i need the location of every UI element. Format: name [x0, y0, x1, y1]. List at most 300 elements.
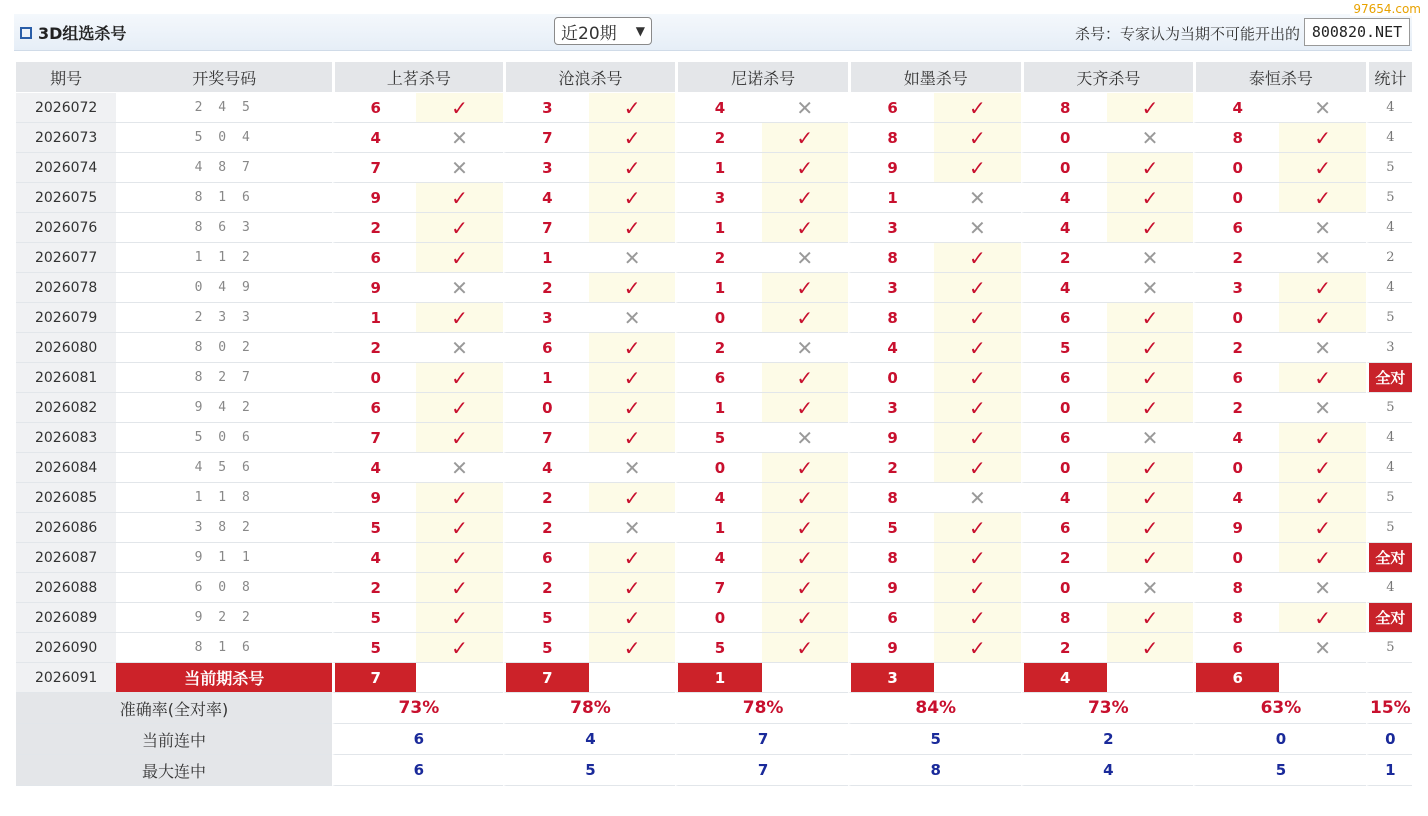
check-icon: ✓: [1279, 183, 1365, 213]
current-kill: 7: [332, 663, 416, 693]
current-kill: 6: [1193, 663, 1279, 693]
cross-icon: ✕: [416, 273, 502, 303]
check-icon: ✓: [934, 153, 1020, 183]
kill-number: 2: [503, 273, 589, 303]
stat-count: 5: [1366, 513, 1412, 543]
header-row: [16, 62, 1412, 93]
kill-number: 6: [848, 603, 934, 633]
kill-number: 0: [1021, 393, 1107, 423]
current-streak-value: 2: [1021, 724, 1194, 755]
draw-numbers: 1 1 2: [116, 243, 332, 273]
draw-numbers: 8 1 6: [116, 183, 332, 213]
cross-icon: ✕: [1107, 423, 1193, 453]
period-cell: 2026087: [16, 543, 116, 573]
cross-icon: ✕: [589, 303, 675, 333]
max-streak-value: 4: [1021, 755, 1194, 786]
check-icon: ✓: [1107, 93, 1193, 123]
kill-number: 0: [675, 303, 761, 333]
cross-icon: ✕: [1279, 213, 1365, 243]
kill-number: 1: [675, 513, 761, 543]
table-row: [16, 273, 1412, 303]
check-icon: ✓: [589, 153, 675, 183]
current-kill-row: [16, 663, 1412, 693]
current-streak-value: 6: [332, 724, 503, 755]
draw-numbers: 5 0 6: [116, 423, 332, 453]
draw-numbers: 4 5 6: [116, 453, 332, 483]
check-icon: ✓: [416, 303, 502, 333]
cross-icon: ✕: [1107, 243, 1193, 273]
max-streak-row: [16, 755, 1412, 786]
table-row: [16, 333, 1412, 363]
cross-icon: ✕: [416, 453, 502, 483]
period-select-value: 近20期: [561, 23, 617, 44]
table-row: [16, 303, 1412, 333]
period-cell: 2026078: [16, 273, 116, 303]
check-icon: ✓: [589, 213, 675, 243]
check-icon: ✓: [1279, 123, 1365, 153]
kill-number: 4: [503, 453, 589, 483]
kill-number: 4: [332, 543, 416, 573]
check-icon: ✓: [1107, 393, 1193, 423]
kill-number: 4: [1021, 213, 1107, 243]
check-icon: ✓: [416, 513, 502, 543]
check-icon: ✓: [762, 453, 848, 483]
kill-number: 5: [332, 633, 416, 663]
check-icon: ✓: [589, 363, 675, 393]
check-icon: ✓: [1279, 153, 1365, 183]
draw-numbers: 9 1 1: [116, 543, 332, 573]
kill-number: 4: [675, 483, 761, 513]
kill-number: 2: [675, 243, 761, 273]
draw-numbers: 4 8 7: [116, 153, 332, 183]
check-icon: ✓: [762, 483, 848, 513]
kill-number: 0: [848, 363, 934, 393]
check-icon: ✓: [1107, 513, 1193, 543]
check-icon: ✓: [1279, 483, 1365, 513]
current-streak-value: 5: [848, 724, 1021, 755]
check-icon: ✓: [589, 273, 675, 303]
kill-number: 0: [1021, 123, 1107, 153]
check-icon: ✓: [589, 543, 675, 573]
kill-number: 8: [848, 303, 934, 333]
period-cell: 2026075: [16, 183, 116, 213]
kill-number: 9: [332, 483, 416, 513]
kill-number: 7: [675, 573, 761, 603]
current-streak-label: 当前连中: [16, 724, 332, 755]
watermark: 97654.com: [1350, 2, 1424, 16]
kill-table: [16, 62, 1412, 786]
kill-number: 9: [848, 633, 934, 663]
kill-number: 4: [503, 183, 589, 213]
kill-number: 0: [1193, 303, 1279, 333]
square-icon: [20, 27, 32, 39]
col-stat: 统计: [1366, 62, 1412, 93]
accuracy-value: 63%: [1193, 693, 1366, 724]
kill-number: 4: [675, 543, 761, 573]
kill-number: 2: [675, 123, 761, 153]
kill-number: 6: [332, 93, 416, 123]
kill-number: 4: [332, 123, 416, 153]
check-icon: ✓: [762, 573, 848, 603]
cross-icon: ✕: [1279, 633, 1365, 663]
stat-count: 4: [1366, 123, 1412, 153]
draw-numbers: 8 0 2: [116, 333, 332, 363]
col-period: 期号: [16, 62, 116, 93]
table-row: [16, 243, 1412, 273]
check-icon: ✓: [1279, 363, 1365, 393]
period-cell: 2026090: [16, 633, 116, 663]
check-icon: ✓: [416, 93, 502, 123]
kill-number: 0: [332, 363, 416, 393]
check-icon: ✓: [1107, 333, 1193, 363]
check-icon: ✓: [934, 303, 1020, 333]
check-icon: ✓: [1107, 483, 1193, 513]
kill-number: 0: [1021, 573, 1107, 603]
check-icon: ✓: [416, 483, 502, 513]
table-row: [16, 393, 1412, 423]
kill-number: 6: [1021, 363, 1107, 393]
max-streak-label: 最大连中: [16, 755, 332, 786]
kill-number: 0: [1193, 183, 1279, 213]
col-expert: 泰恒杀号: [1193, 62, 1366, 93]
col-expert: 上茗杀号: [332, 62, 503, 93]
kill-number: 1: [848, 183, 934, 213]
check-icon: ✓: [934, 393, 1020, 423]
table-row: [16, 153, 1412, 183]
period-cell: 2026074: [16, 153, 116, 183]
kill-number: 2: [1193, 333, 1279, 363]
table-row: [16, 93, 1412, 123]
draw-numbers: 8 1 6: [116, 633, 332, 663]
period-cell: 2026082: [16, 393, 116, 423]
cross-icon: ✕: [589, 453, 675, 483]
check-icon: ✓: [934, 273, 1020, 303]
kill-number: 2: [503, 513, 589, 543]
current-streak-value: 4: [503, 724, 676, 755]
check-icon: ✓: [416, 423, 502, 453]
kill-number: 6: [503, 543, 589, 573]
kill-number: 2: [1193, 243, 1279, 273]
check-icon: ✓: [416, 213, 502, 243]
all-correct-badge: 全对: [1366, 543, 1412, 573]
check-icon: ✓: [1107, 453, 1193, 483]
check-icon: ✓: [1107, 183, 1193, 213]
period-cell: 2026088: [16, 573, 116, 603]
max-streak-value: 5: [503, 755, 676, 786]
check-icon: ✓: [934, 93, 1020, 123]
kill-number: 0: [675, 453, 761, 483]
check-icon: ✓: [1107, 633, 1193, 663]
kill-number: 4: [675, 93, 761, 123]
check-icon: ✓: [1107, 363, 1193, 393]
draw-numbers: 9 4 2: [116, 393, 332, 423]
kill-number: 2: [1193, 393, 1279, 423]
kill-number: 8: [848, 483, 934, 513]
current-kill: 3: [848, 663, 934, 693]
cross-icon: ✕: [1107, 273, 1193, 303]
kill-number: 5: [1021, 333, 1107, 363]
check-icon: ✓: [589, 183, 675, 213]
stat-count: 4: [1366, 93, 1412, 123]
period-cell: 2026083: [16, 423, 116, 453]
table-row: [16, 573, 1412, 603]
check-icon: ✓: [1279, 513, 1365, 543]
kill-number: 6: [1193, 633, 1279, 663]
period-cell: 2026085: [16, 483, 116, 513]
kill-number: 5: [332, 603, 416, 633]
cross-icon: ✕: [416, 153, 502, 183]
period-cell: 2026080: [16, 333, 116, 363]
check-icon: ✓: [934, 543, 1020, 573]
draw-numbers: 8 2 7: [116, 363, 332, 393]
check-icon: ✓: [1279, 453, 1365, 483]
check-icon: ✓: [934, 333, 1020, 363]
cross-icon: ✕: [934, 183, 1020, 213]
kill-number: 3: [848, 273, 934, 303]
check-icon: ✓: [934, 573, 1020, 603]
accuracy-value: 78%: [675, 693, 848, 724]
draw-numbers: 5 0 4: [116, 123, 332, 153]
check-icon: ✓: [934, 363, 1020, 393]
kill-number: 8: [848, 243, 934, 273]
check-icon: ✓: [589, 393, 675, 423]
check-icon: ✓: [762, 543, 848, 573]
draw-numbers: 9 2 2: [116, 603, 332, 633]
table-row: [16, 213, 1412, 243]
kill-number: 0: [1021, 453, 1107, 483]
cross-icon: ✕: [1279, 243, 1365, 273]
kill-number: 8: [1193, 123, 1279, 153]
title-text: 3D组选杀号: [38, 24, 127, 43]
cross-icon: ✕: [416, 333, 502, 363]
kill-number: 3: [848, 393, 934, 423]
kill-number: 8: [1021, 603, 1107, 633]
current-kill: 4: [1021, 663, 1107, 693]
cross-icon: ✕: [1107, 123, 1193, 153]
check-icon: ✓: [416, 543, 502, 573]
accuracy-value: 84%: [848, 693, 1021, 724]
draw-numbers: 3 8 2: [116, 513, 332, 543]
check-icon: ✓: [1279, 303, 1365, 333]
cross-icon: ✕: [589, 243, 675, 273]
site-link[interactable]: 800820.NET: [1304, 18, 1410, 46]
check-icon: ✓: [416, 393, 502, 423]
check-icon: ✓: [934, 423, 1020, 453]
kill-number: 7: [503, 123, 589, 153]
cross-icon: ✕: [416, 123, 502, 153]
table-row: [16, 363, 1412, 393]
kill-number: 8: [1193, 603, 1279, 633]
table-row: [16, 633, 1412, 663]
table-row: [16, 423, 1412, 453]
kill-number: 2: [503, 483, 589, 513]
check-icon: ✓: [589, 423, 675, 453]
accuracy-value: 73%: [1021, 693, 1194, 724]
cross-icon: ✕: [762, 243, 848, 273]
check-icon: ✓: [1279, 423, 1365, 453]
stat-count: 5: [1366, 153, 1412, 183]
kill-number: 7: [503, 213, 589, 243]
check-icon: ✓: [416, 573, 502, 603]
check-icon: ✓: [762, 513, 848, 543]
period-cell: 2026089: [16, 603, 116, 633]
kill-number: 2: [332, 213, 416, 243]
col-draw: 开奖号码: [116, 62, 332, 93]
check-icon: ✓: [762, 213, 848, 243]
all-correct-badge: 全对: [1366, 603, 1412, 633]
cross-icon: ✕: [589, 513, 675, 543]
kill-number: 4: [1193, 93, 1279, 123]
stat-count: 4: [1366, 273, 1412, 303]
kill-number: 3: [1193, 273, 1279, 303]
check-icon: ✓: [589, 123, 675, 153]
table-row: [16, 483, 1412, 513]
accuracy-label: 准确率(全对率): [16, 693, 332, 724]
accuracy-value: 78%: [503, 693, 676, 724]
draw-numbers: 6 0 8: [116, 573, 332, 603]
stat-count: 4: [1366, 423, 1412, 453]
col-expert: 天齐杀号: [1021, 62, 1194, 93]
period-cell: 2026079: [16, 303, 116, 333]
cross-icon: ✕: [762, 93, 848, 123]
kill-number: 3: [503, 93, 589, 123]
check-icon: ✓: [589, 573, 675, 603]
kill-number: 1: [675, 153, 761, 183]
kill-number: 2: [848, 453, 934, 483]
cross-icon: ✕: [1279, 573, 1365, 603]
stat-count: 2: [1366, 243, 1412, 273]
chevron-down-icon: ▼: [635, 24, 645, 38]
check-icon: ✓: [1107, 213, 1193, 243]
check-icon: ✓: [762, 303, 848, 333]
kill-number: 4: [1021, 483, 1107, 513]
check-icon: ✓: [762, 633, 848, 663]
check-icon: ✓: [589, 633, 675, 663]
kill-number: 6: [1193, 213, 1279, 243]
kill-number: 5: [332, 513, 416, 543]
check-icon: ✓: [934, 123, 1020, 153]
col-expert: 尼诺杀号: [675, 62, 848, 93]
stat-count: 5: [1366, 303, 1412, 333]
check-icon: ✓: [934, 453, 1020, 483]
check-icon: ✓: [762, 363, 848, 393]
check-icon: ✓: [589, 93, 675, 123]
cross-icon: ✕: [1107, 573, 1193, 603]
check-icon: ✓: [416, 183, 502, 213]
table-row: [16, 183, 1412, 213]
kill-number: 1: [675, 213, 761, 243]
cross-icon: ✕: [934, 483, 1020, 513]
kill-number: 0: [503, 393, 589, 423]
kill-number: 4: [1021, 183, 1107, 213]
kill-number: 0: [1021, 153, 1107, 183]
period-cell: 2026086: [16, 513, 116, 543]
check-icon: ✓: [416, 633, 502, 663]
kill-number: 9: [332, 183, 416, 213]
col-expert: 如墨杀号: [848, 62, 1021, 93]
check-icon: ✓: [762, 393, 848, 423]
period-cell: 2026073: [16, 123, 116, 153]
check-icon: ✓: [762, 273, 848, 303]
kill-number: 3: [848, 213, 934, 243]
stat-count: 4: [1366, 453, 1412, 483]
kill-number: 1: [675, 273, 761, 303]
kill-number: 6: [332, 243, 416, 273]
period-cell: 2026077: [16, 243, 116, 273]
table-row: [16, 513, 1412, 543]
kill-number: 6: [1021, 303, 1107, 333]
check-icon: ✓: [934, 243, 1020, 273]
max-streak-value: 8: [848, 755, 1021, 786]
kill-note: 杀号：专家认为当期不可能开出的: [1074, 25, 1300, 43]
section-title: [20, 21, 126, 44]
kill-number: 2: [503, 573, 589, 603]
stat-count: 3: [1366, 333, 1412, 363]
accuracy-value: 73%: [332, 693, 503, 724]
cross-icon: ✕: [1279, 93, 1365, 123]
kill-number: 6: [1021, 513, 1107, 543]
check-icon: ✓: [934, 633, 1020, 663]
kill-number: 5: [675, 633, 761, 663]
current-streak-value: 7: [675, 724, 848, 755]
draw-numbers: 2 3 3: [116, 303, 332, 333]
kill-number: 1: [332, 303, 416, 333]
cross-icon: ✕: [1279, 333, 1365, 363]
table-row: [16, 453, 1412, 483]
current-streak-row: [16, 724, 1412, 755]
kill-number: 3: [503, 153, 589, 183]
current-label: 当前期杀号: [116, 663, 332, 693]
cross-icon: ✕: [762, 333, 848, 363]
kill-number: 7: [332, 153, 416, 183]
max-streak-stat: 1: [1366, 755, 1412, 786]
period-select[interactable]: [554, 17, 652, 45]
stat-count: 5: [1366, 483, 1412, 513]
table-row: [16, 603, 1412, 633]
kill-number: 3: [503, 303, 589, 333]
max-streak-value: 6: [332, 755, 503, 786]
kill-number: 6: [332, 393, 416, 423]
kill-number: 4: [1193, 423, 1279, 453]
kill-number: 8: [848, 123, 934, 153]
kill-number: 6: [848, 93, 934, 123]
kill-number: 4: [848, 333, 934, 363]
kill-number: 8: [1021, 93, 1107, 123]
check-icon: ✓: [1279, 273, 1365, 303]
current-kill: 7: [503, 663, 589, 693]
check-icon: ✓: [416, 243, 502, 273]
kill-number: 8: [848, 543, 934, 573]
kill-number: 6: [503, 333, 589, 363]
check-icon: ✓: [1107, 153, 1193, 183]
full-rate-value: 15%: [1366, 693, 1412, 724]
max-streak-value: 5: [1193, 755, 1366, 786]
kill-number: 1: [503, 363, 589, 393]
stat-count: 4: [1366, 213, 1412, 243]
stat-count: 4: [1366, 573, 1412, 603]
kill-number: 3: [675, 183, 761, 213]
table-row: [16, 123, 1412, 153]
kill-number: 4: [1193, 483, 1279, 513]
check-icon: ✓: [416, 363, 502, 393]
kill-number: 2: [332, 573, 416, 603]
check-icon: ✓: [1107, 303, 1193, 333]
stat-count: 5: [1366, 183, 1412, 213]
check-icon: ✓: [1107, 603, 1193, 633]
kill-number: 4: [332, 453, 416, 483]
kill-number: 2: [1021, 543, 1107, 573]
kill-number: 9: [332, 273, 416, 303]
